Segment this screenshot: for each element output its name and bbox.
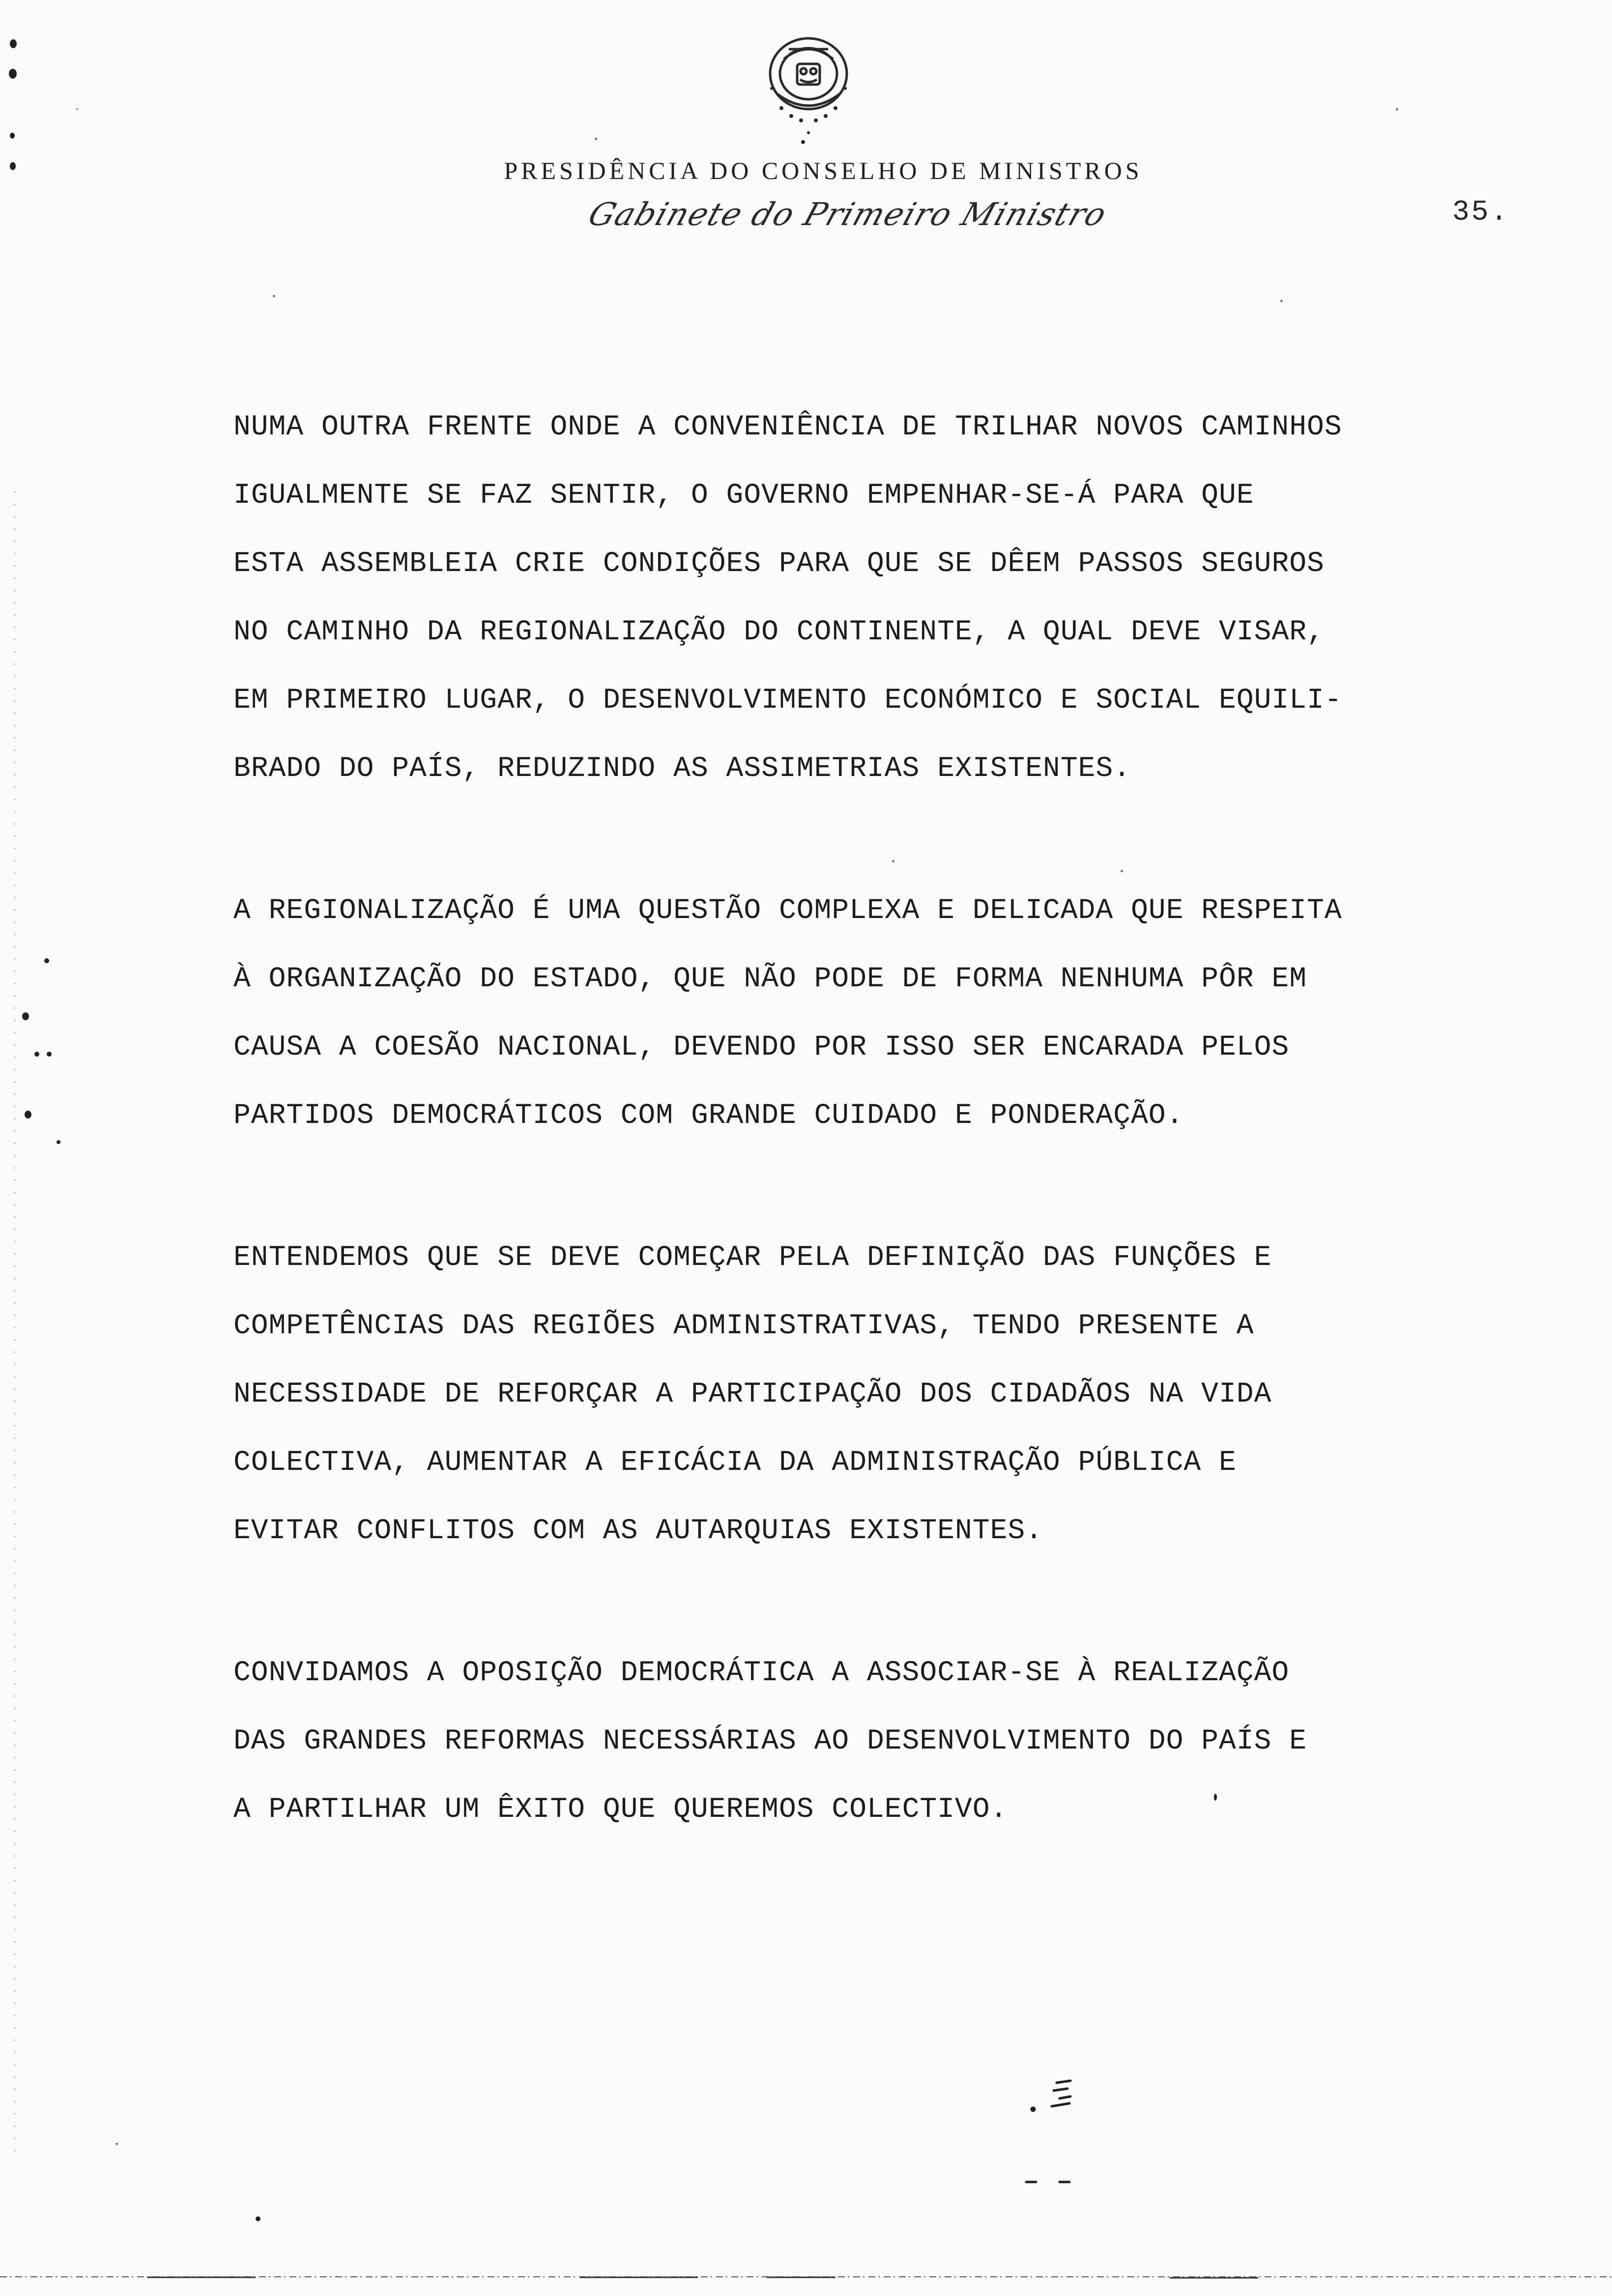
text-line: IGUALMENTE SE FAZ SENTIR, O GOVERNO EMPENHAR-SE-Á PARA QUE: [233, 480, 1254, 512]
body-text: [233, 393, 1560, 1844]
text-line: CONVIDAMOS A OPOSIÇÃO DEMOCRÁTICA A ASSOCIAR-SE À REALIZAÇÃO: [233, 1657, 1290, 1689]
text-line: PARTIDOS DEMOCRÁTICOS COM GRANDE CUIDADO E PONDERAÇÃO.: [233, 1100, 1184, 1132]
paragraph-4: [233, 1639, 1560, 1844]
text-line: ESTA ASSEMBLEIA CRIE CONDIÇÕES PARA QUE SE DÊEM PASSOS SEGUROS: [233, 548, 1324, 580]
scan-speck: [595, 138, 597, 140]
scan-bottom-edge: [0, 2275, 1612, 2279]
paragraph-1: [233, 393, 1560, 803]
text-line: COLECTIVA, AUMENTAR A EFICÁCIA DA ADMINISTRAÇÃO PÚBLICA E: [233, 1447, 1237, 1479]
text-line: A REGIONALIZAÇÃO É UMA QUESTÃO COMPLEXA E DELICADA QUE RESPEITA: [233, 895, 1342, 927]
scan-speck: [801, 140, 805, 144]
text-line: NECESSIDADE DE REFORÇAR A PARTICIPAÇÃO DOS CIDADÃOS NA VIDA: [233, 1378, 1272, 1410]
scan-speck: [1396, 108, 1398, 111]
scan-speck: [10, 133, 15, 139]
office-title: PRESIDÊNCIA DO CONSELHO DE MINISTROS: [504, 157, 1143, 184]
scan-speck: [273, 295, 275, 297]
text-line: NUMA OUTRA FRENTE ONDE A CONVENIÊNCIA DE TRILHAR NOVOS CAMINHOS: [233, 411, 1342, 443]
scan-speck: [256, 2216, 260, 2221]
scan-speck: [1214, 1794, 1217, 1801]
text-line: À ORGANIZAÇÃO DO ESTADO, QUE NÃO PODE DE FORMA NENHUMA PÔR EM: [233, 963, 1307, 995]
coat-of-arms-crest-icon: [742, 20, 875, 143]
scan-speck: [10, 39, 17, 48]
scan-speck: [115, 2143, 118, 2145]
paragraph-3: [233, 1224, 1560, 1565]
scan-speck: [47, 1052, 52, 1057]
scan-speck: [76, 108, 78, 110]
scan-speck: [57, 1140, 60, 1144]
scan-speck: [10, 162, 16, 170]
scan-speck: [892, 860, 894, 862]
text-line: NO CAMINHO DA REGIONALIZAÇÃO DO CONTINENTE, A QUAL DEVE VISAR,: [233, 616, 1324, 648]
text-line: A PARTILHAR UM ÊXITO QUE QUEREMOS COLECTIVO.: [233, 1794, 1008, 1826]
text-line: DAS GRANDES REFORMAS NECESSÁRIAS AO DESENVOLVIMENTO DO PAÍS E: [233, 1725, 1307, 1757]
scan-speck: [44, 958, 49, 963]
handwritten-marks: [1012, 2074, 1091, 2202]
scan-speck: [22, 1012, 29, 1020]
page-number: 35.: [1452, 197, 1510, 229]
text-line: EM PRIMEIRO LUGAR, O DESENVOLVIMENTO ECONÓMICO E SOCIAL EQUILI-: [233, 685, 1342, 717]
scan-speck: [9, 69, 17, 79]
text-line: CAUSA A COESÃO NACIONAL, DEVENDO POR ISSO SER ENCARADA PELOS: [233, 1032, 1290, 1063]
text-line: EVITAR CONFLITOS COM AS AUTARQUIAS EXISTENTES.: [233, 1515, 1043, 1547]
text-line: BRADO DO PAÍS, REDUZINDO AS ASSIMETRIAS EXISTENTES.: [233, 753, 1131, 785]
scan-speck: [34, 1052, 39, 1057]
text-line: COMPETÊNCIAS DAS REGIÕES ADMINISTRATIVAS, TENDO PRESENTE A: [233, 1310, 1254, 1342]
scan-speck: [1280, 300, 1283, 302]
cabinet-subtitle: Gabinete do Primeiro Ministro: [583, 197, 1112, 233]
scan-margin-dots: [10, 491, 20, 2162]
text-line: ENTENDEMOS QUE SE DEVE COMEÇAR PELA DEFINIÇÃO DAS FUNÇÕES E: [233, 1242, 1272, 1274]
scan-speck: [25, 1111, 31, 1119]
scan-speck: [1121, 870, 1123, 872]
paragraph-2: [233, 877, 1560, 1150]
